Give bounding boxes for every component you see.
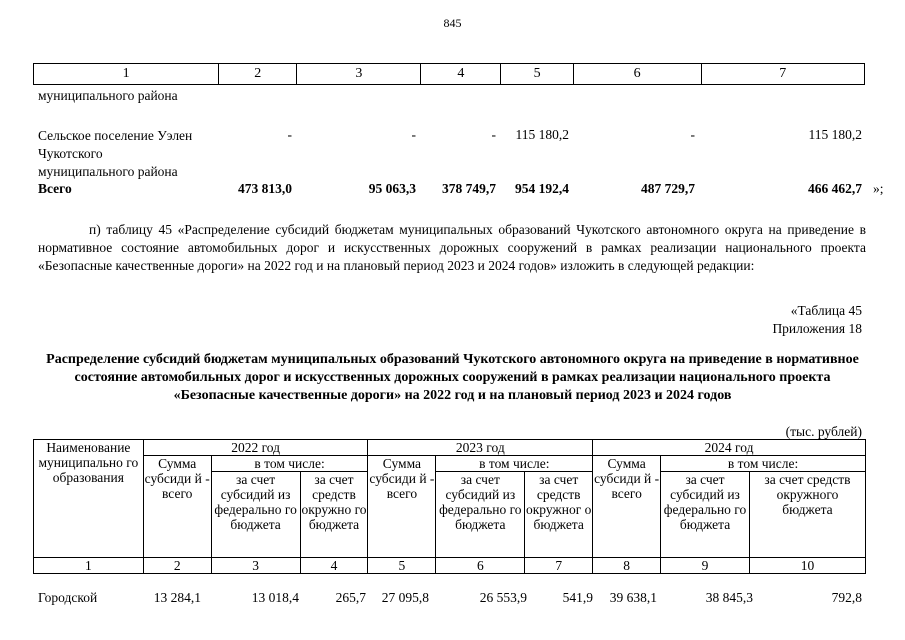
col-number: 3: [211, 558, 300, 574]
cell: 265,7: [335, 590, 366, 605]
subsidy-table: [33, 439, 866, 574]
units-label: (тыс. рублей): [785, 424, 862, 439]
cell: 27 095,8: [381, 590, 429, 605]
sum-header: Сумма субсиди й - всего: [143, 456, 211, 558]
sum-header: Сумма субсиди й - всего: [593, 456, 661, 558]
sum-header: Сумма субсиди й - всего: [368, 456, 436, 558]
including-header: в том числе:: [661, 456, 866, 472]
including-header: в том числе:: [436, 456, 593, 472]
federal-header: за счет субсидий из федерально го бюджета: [211, 472, 300, 558]
page-number: 845: [443, 16, 462, 30]
row-name: [38, 127, 192, 181]
col-number: 10: [749, 558, 865, 574]
including-header: в том числе:: [211, 456, 368, 472]
col-number: 8: [593, 558, 661, 574]
cell: 792,8: [831, 590, 862, 605]
table-caption: [772, 302, 862, 338]
total-cell: 954 192,4: [515, 181, 569, 196]
col-number: 9: [661, 558, 750, 574]
col-header: 5: [501, 64, 573, 85]
col-number: 6: [436, 558, 525, 574]
okrug-header: за счет средств окружно го бюджета: [300, 472, 368, 558]
cell: -: [690, 127, 695, 142]
caption-line: «Таблица 45: [790, 303, 862, 318]
year-header: 2023 год: [368, 440, 593, 456]
col-number: 4: [300, 558, 368, 574]
cell: 39 638,1: [609, 590, 657, 605]
col-header: 4: [421, 64, 501, 85]
table-title: Распределение субсидий бюджетам муниципальных образований Чукотского автономного округа на приведение в нормативное состояние автомобильных дорог и искусственных дорожных сооружений в рамках реализации национального проекта «Безопасные качественные дороги» на 2022 год и на плановый период 2023 и 2024 годов: [46, 352, 859, 403]
total-cell: 378 749,7: [442, 181, 496, 196]
cell: 13 284,1: [153, 590, 201, 605]
row-name-line: Сельское поселение Уэлен: [38, 128, 193, 143]
top-table-header: [33, 63, 865, 85]
total-label: Всего: [38, 181, 72, 196]
okrug-header: за счет средств окружного бюджета: [749, 472, 865, 558]
cell: 38 845,3: [705, 590, 753, 605]
col-number: 7: [525, 558, 593, 574]
col-header: 2: [219, 64, 297, 85]
cell: -: [491, 127, 496, 142]
cell: -: [411, 127, 416, 142]
total-cell: 473 813,0: [238, 181, 292, 196]
col-number: 2: [143, 558, 211, 574]
closing-quote: »;: [873, 181, 884, 196]
year-header: 2022 год: [143, 440, 368, 456]
cell: 115 180,2: [808, 127, 862, 142]
col-number: 5: [368, 558, 436, 574]
col-header: 1: [34, 64, 219, 85]
col-header: 3: [297, 64, 421, 85]
cell: 115 180,2: [515, 127, 569, 142]
total-cell: 466 462,7: [808, 181, 862, 196]
caption-line: Приложения 18: [772, 321, 862, 336]
year-header: 2024 год: [593, 440, 866, 456]
cell: 13 018,4: [251, 590, 299, 605]
federal-header: за счет субсидий из федерально го бюджета: [661, 472, 750, 558]
federal-header: за счет субсидий из федерально го бюджета: [436, 472, 525, 558]
okrug-header: за счет средств окружног о бюджета: [525, 472, 593, 558]
col-header: 6: [573, 64, 701, 85]
continuation-text: муниципального района: [38, 88, 178, 103]
col-number: 1: [34, 558, 144, 574]
cell: 26 553,9: [479, 590, 527, 605]
total-cell: 487 729,7: [641, 181, 695, 196]
cell: 541,9: [562, 590, 593, 605]
amendment-paragraph: п) таблицу 45 «Распределение субсидий бюджетам муниципальных образований Чукотского автономного округа на приведение в нормативное состояние автомобильных дорог и искусственных дорожных сооружений в рамках реализации национального проекта «Безопасные качественные дороги» на 2022 год и на плановый период 2023 и 2024 годов» изложить в следующей редакции:: [38, 222, 866, 273]
total-cell: 95 063,3: [368, 181, 416, 196]
name-header: Наименование муниципально го образования: [34, 440, 144, 558]
cell: -: [287, 127, 292, 142]
row-name-line: муниципального района: [38, 164, 178, 179]
row-name-line: Чукотского: [38, 146, 103, 161]
row-name: Городской: [38, 590, 98, 605]
col-header: 7: [701, 64, 864, 85]
